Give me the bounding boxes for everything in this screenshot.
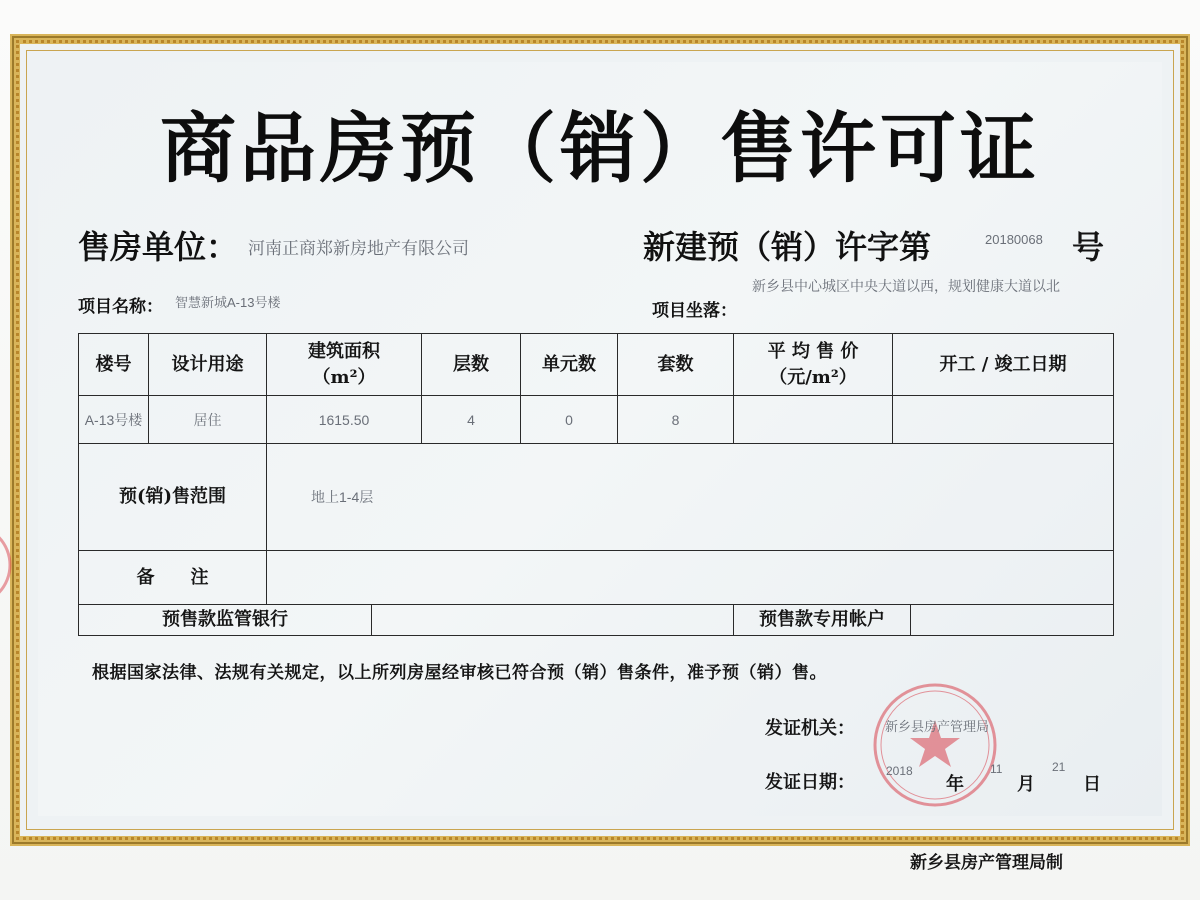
- issue-date-day-unit: 日: [1083, 774, 1101, 795]
- header-dates: 开工 / 竣工日期: [893, 334, 1114, 396]
- header-usage: 设计用途: [149, 334, 267, 396]
- seller-value: 河南正商郑新房地产有限公司: [248, 239, 469, 258]
- issue-date-day: 21: [1052, 760, 1066, 774]
- cell-suites: 8: [618, 396, 734, 444]
- cell-usage: 居住: [149, 396, 267, 444]
- cell-units: 0: [521, 396, 618, 444]
- table-header-row: [79, 334, 1114, 396]
- remarks-label: 备 注: [79, 551, 267, 605]
- header-building: 楼号: [79, 334, 149, 396]
- issue-date-month: 11: [990, 762, 1003, 776]
- issue-date-year-unit: 年: [946, 774, 964, 795]
- seller-label: 售房单位：: [78, 228, 239, 266]
- project-name-label: 项目名称：: [78, 297, 163, 317]
- permit-table: [78, 333, 1114, 636]
- header-floors: 层数: [422, 334, 521, 396]
- bank-row: [79, 605, 1114, 636]
- project-location-label: 项目坐落：: [652, 301, 737, 321]
- cell-area: 1615.50: [267, 396, 422, 444]
- table-row: [79, 396, 1114, 444]
- presale-scope-label: 预(销)售范围: [79, 444, 267, 551]
- certificate-title: 商品房预（销）售许可证: [160, 104, 1040, 193]
- account-value: [911, 605, 1114, 636]
- permit-suffix: 号: [1072, 228, 1105, 266]
- cell-floors: 4: [422, 396, 521, 444]
- issue-date-month-unit: 月: [1017, 774, 1035, 795]
- header-avg-price: 平 均 售 价 （元/m²）: [734, 334, 893, 396]
- maker-credit: 新乡县房产管理局制: [910, 853, 1063, 873]
- permit-label: 新建预（销）许字第: [643, 228, 932, 266]
- project-name-value: 智慧新城A-13号楼: [175, 295, 281, 310]
- cell-building: A-13号楼: [79, 396, 149, 444]
- remarks-value: [267, 551, 1114, 605]
- account-label: 预售款专用帐户: [734, 605, 911, 636]
- issuer-value: 新乡县房产管理局: [885, 719, 990, 734]
- approval-statement: 根据国家法律、法规有关规定，以上所列房屋经审核已符合预（销）售条件，准予预（销）售。: [92, 663, 827, 683]
- cell-avg-price: [734, 396, 893, 444]
- remarks-row: [79, 551, 1114, 605]
- partial-seal-left: [0, 520, 30, 610]
- bank-label: 预售款监管银行: [79, 605, 372, 636]
- header-units: 单元数: [521, 334, 618, 396]
- issuer-label: 发证机关：: [765, 718, 855, 739]
- header-suites: 套数: [618, 334, 734, 396]
- project-location-value: 新乡县中心城区中央大道以西，规划健康大道以北: [752, 278, 1060, 294]
- issue-date-year: 2018: [886, 764, 913, 778]
- bank-value: [372, 605, 734, 636]
- presale-scope-value: 地上1-4层: [267, 444, 1114, 551]
- presale-scope-row: [79, 444, 1114, 551]
- official-seal-icon: [870, 680, 1003, 810]
- cell-dates: [893, 396, 1114, 444]
- permit-number: 20180068: [985, 232, 1043, 247]
- issue-date-label: 发证日期：: [765, 772, 855, 793]
- header-area: 建筑面积 （m²）: [267, 334, 422, 396]
